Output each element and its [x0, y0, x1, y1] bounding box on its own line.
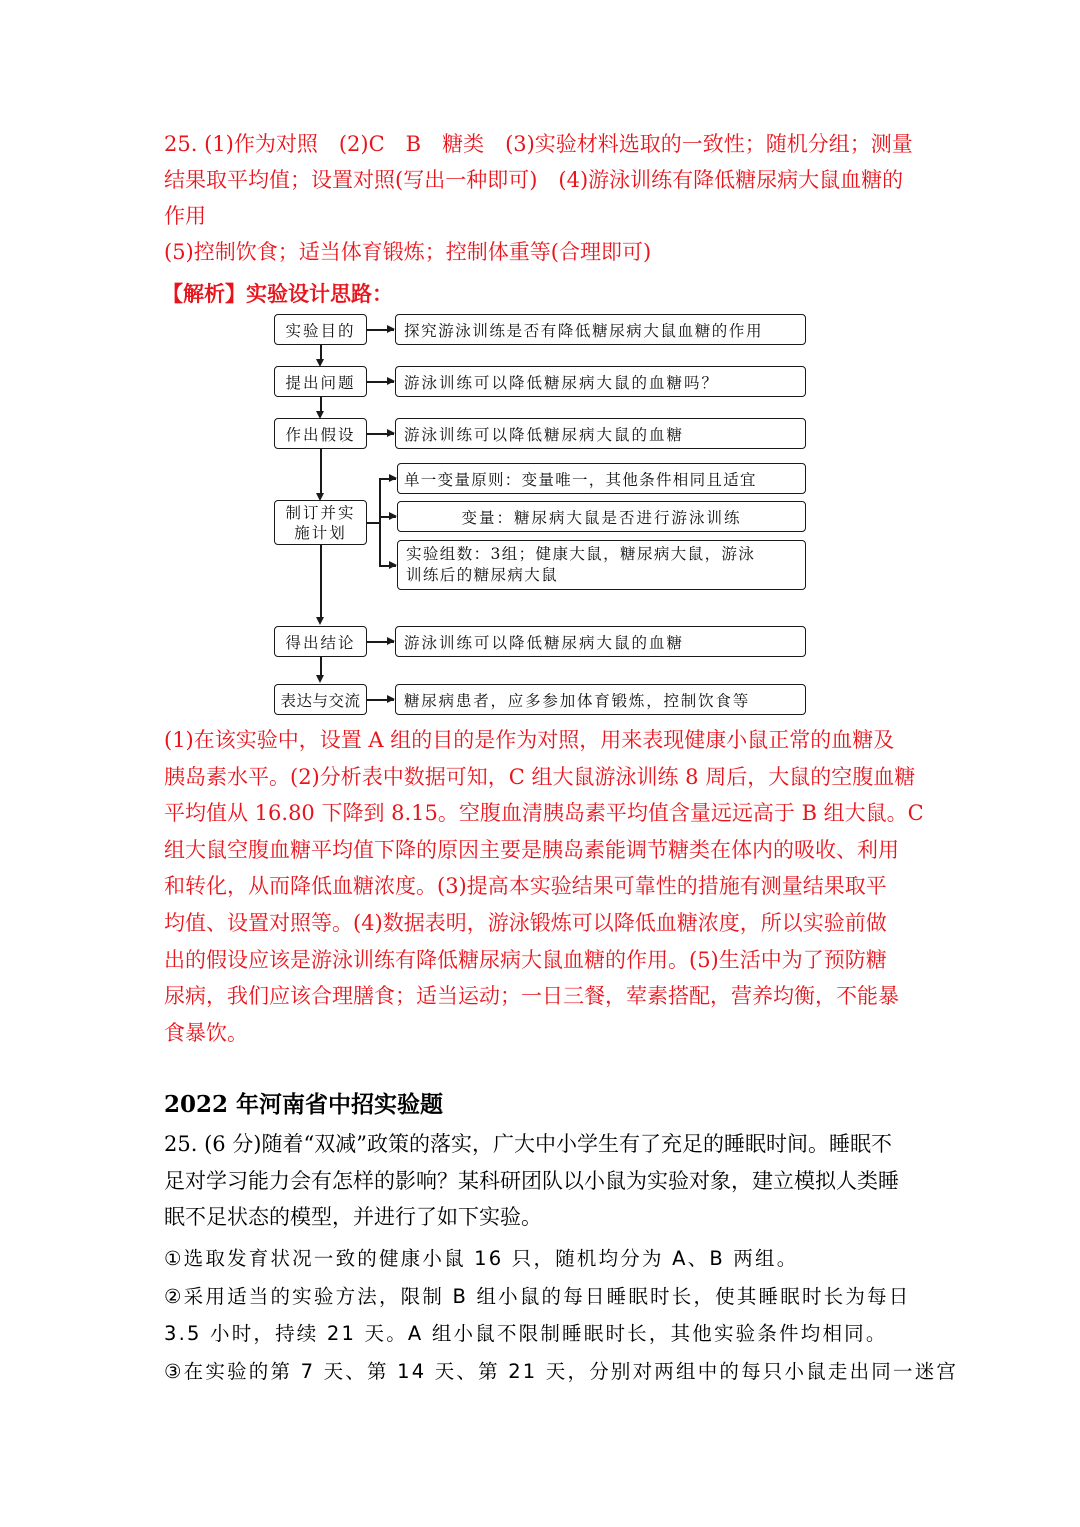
flow-variable-detail: 变量：糖尿病大鼠是否进行游泳训练 [397, 501, 806, 532]
flow-step-question: 提出问题 [274, 366, 367, 397]
analysis-line: 组大鼠空腹血糖平均值下降的原因主要是胰岛素能调节糖类在体内的吸收、利用 [164, 837, 899, 862]
flow-arrow [367, 381, 394, 383]
flow-arrow [379, 516, 396, 518]
answer-line: 作用 [164, 204, 206, 228]
flow-purpose-detail: 探究游泳训练是否有降低糖尿病大鼠血糖的作用 [395, 314, 806, 345]
flow-step-express: 表达与交流 [274, 684, 367, 715]
flow-principle-detail: 单一变量原则：变量唯一，其他条件相同且适宜 [397, 463, 806, 494]
flow-connector [320, 449, 322, 493]
analysis-line: 平均值从 16.80 下降到 8.15。空腹血清胰岛素平均值含量远远高于 B 组大鼠。C [164, 801, 924, 826]
flow-arrow [379, 478, 396, 480]
analysis-line: (1)在该实验中，设置 A 组的目的是作为对照，用来表现健康小鼠正常的血糖及 [164, 728, 895, 752]
flow-step-purpose: 实验目的 [274, 314, 367, 345]
flow-arrow [367, 641, 394, 643]
flow-step-plan [274, 500, 367, 545]
flow-arrow [379, 565, 396, 567]
step-line: 3.5 小时，持续 21 天。A 组小鼠不限制睡眠时长，其他实验条件均相同。 [164, 1322, 888, 1345]
step-line: ③在实验的第 7 天、第 14 天、第 21 天，分别对两组中的每只小鼠走出同一迷宫 [164, 1359, 959, 1383]
answer-line: (5)控制饮食；适当体育锻炼；控制体重等(合理即可) [164, 240, 652, 264]
answer-block [164, 126, 924, 270]
flow-step-plan-line: 制订并实 [285, 503, 356, 522]
flow-arrow [367, 699, 394, 701]
analysis-label: 【解析】实验设计思路： [162, 282, 393, 306]
flow-connector [320, 345, 322, 359]
analysis-line: 尿病，我们应该合理膳食；适当运动；一日三餐，荤素搭配，营养均衡，不能暴 [164, 984, 899, 1009]
flow-connector [320, 657, 322, 675]
flow-step-conclusion: 得出结论 [274, 626, 367, 657]
analysis-line: 食暴饮。 [164, 1020, 248, 1045]
flow-question-detail: 游泳训练可以降低糖尿病大鼠的血糖吗？ [395, 366, 806, 397]
answer-line: 25. (1)作为对照 (2)C B 糖类 (3)实验材料选取的一致性；随机分组；测量 [164, 132, 913, 156]
flow-step-plan-line: 施计划 [294, 523, 347, 542]
plan-bracket [379, 478, 381, 565]
flow-arrow [367, 433, 394, 435]
step-line: ②采用适当的实验方法，限制 B 组小鼠的每日睡眠时长，使其睡眠时长为每日 [164, 1284, 911, 1308]
question-line: 眠不足状态的模型，并进行了如下实验。 [164, 1205, 542, 1230]
analysis-line: 均值、设置对照等。(4)数据表明，游泳锻炼可以降低血糖浓度，所以实验前做 [164, 910, 887, 935]
flow-groups-line: 实验组数：3组；健康大鼠，糖尿病大鼠，游泳 [406, 545, 756, 563]
analysis-line: 胰岛素水平。(2)分析表中数据可知，C 组大鼠游泳训练 8 周后，大鼠的空腹血糖 [164, 764, 916, 789]
flow-arrow [367, 329, 394, 331]
flow-step-hypothesis: 作出假设 [274, 418, 367, 449]
question-line: 25. (6 分)随着“双减”政策的落实，广大中小学生有了充足的睡眠时间。睡眠不 [164, 1132, 892, 1156]
question-intro [164, 1126, 920, 1236]
answer-line: 结果取平均值；设置对照(写出一种即可) (4)游泳训练有降低糖尿病大鼠血糖的 [164, 168, 904, 192]
step-line: ①选取发育状况一致的健康小鼠 16 只，随机均分为 A、B 两组。 [164, 1247, 799, 1270]
flow-express-detail: 糖尿病患者，应多参加体育锻炼，控制饮食等 [395, 684, 806, 715]
flow-connector [320, 545, 322, 617]
analysis-line: 出的假设应该是游泳训练有降低糖尿病大鼠血糖的作用。(5)生活中为了预防糖 [164, 947, 887, 972]
question-steps [164, 1240, 959, 1390]
flow-conclusion-detail: 游泳训练可以降低糖尿病大鼠的血糖 [395, 626, 806, 657]
plan-bracket [367, 522, 379, 524]
flow-arrowhead [316, 675, 324, 683]
flow-groups-line: 训练后的糖尿病大鼠 [406, 566, 559, 584]
flow-arrowhead [316, 617, 324, 625]
analysis-paragraph [164, 722, 924, 1051]
flow-connector [320, 397, 322, 411]
flow-groups-detail [397, 540, 806, 590]
flow-hypothesis-detail: 游泳训练可以降低糖尿病大鼠的血糖 [395, 418, 806, 449]
question-line: 足对学习能力会有怎样的影响？某科研团队以小鼠为实验对象，建立模拟人类睡 [164, 1168, 899, 1193]
analysis-line: 和转化，从而降低血糖浓度。(3)提高本实验结果可靠性的措施有测量结果取平 [164, 874, 887, 899]
section-heading: 2022 年河南省中招实验题 [164, 1091, 444, 1118]
